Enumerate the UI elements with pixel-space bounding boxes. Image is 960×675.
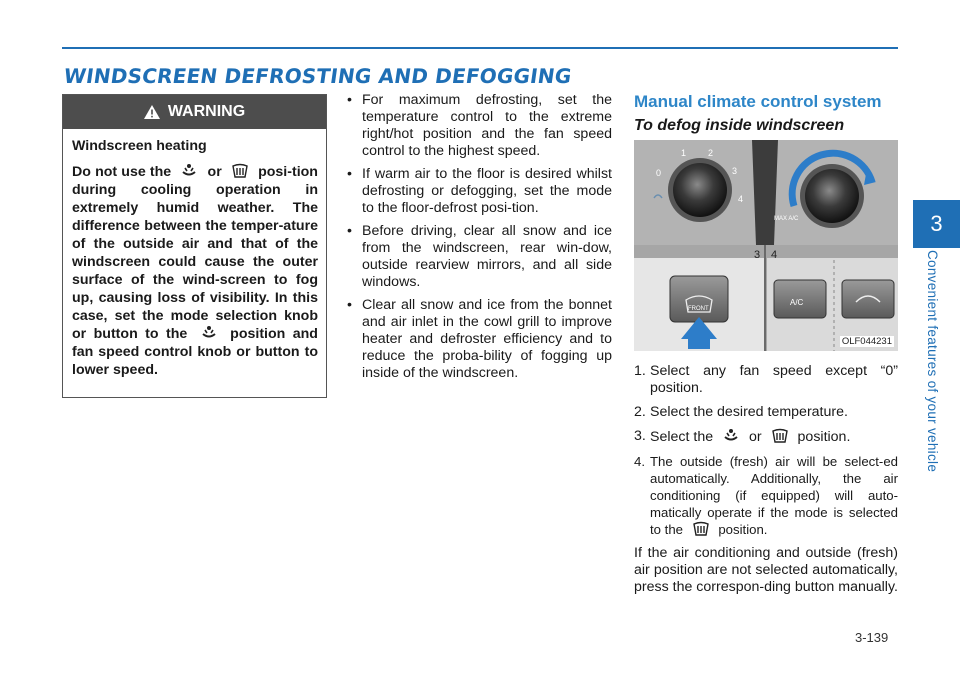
chapter-tab xyxy=(913,200,960,248)
floor-defrost-mode-icon xyxy=(199,325,219,341)
fan-tick-label: 4 xyxy=(738,194,744,204)
warning-box xyxy=(62,94,327,398)
list-item xyxy=(634,404,898,421)
fan-speed-knob[interactable] xyxy=(673,163,727,217)
defrost-mode-icon xyxy=(230,163,250,179)
warning-text-part: Do not use the xyxy=(72,164,172,180)
manual-climate-heading: Manual climate control system xyxy=(634,92,882,111)
warning-text-part: or xyxy=(207,164,222,180)
list-item: • If warm air to the floor is desired whilst defrosting or defogging, set the mode to the floor-defrost posi-tion. xyxy=(344,166,612,217)
floor-defrost-mode-icon xyxy=(179,163,199,179)
max-ac-label: MAX A/C xyxy=(774,216,799,222)
climate-control-figure xyxy=(634,140,898,351)
ac-label: A/C xyxy=(790,298,804,307)
figure-caption: OLF044231 xyxy=(841,336,892,347)
list-item xyxy=(634,428,898,446)
step-number: 1. xyxy=(634,363,646,379)
step-text: position. xyxy=(718,522,768,537)
defog-heading: To defog inside windscreen xyxy=(634,117,845,134)
warning-body xyxy=(63,129,326,379)
page-number: 3-139 xyxy=(855,630,889,645)
step-number: 2. xyxy=(634,404,646,420)
step-number: 3. xyxy=(634,428,646,444)
callout-label: 4 xyxy=(771,249,778,261)
chapter-number: 3 xyxy=(930,211,943,236)
defrost-mode-icon xyxy=(691,521,711,537)
list-item: • For maximum defrosting, set the temperature control to the extreme right/hot position and the fan speed control to the highest speed. xyxy=(344,92,612,160)
list-item xyxy=(634,363,898,397)
tips-list xyxy=(344,92,612,382)
front-defrost-button[interactable] xyxy=(670,276,728,322)
list-item xyxy=(634,453,898,538)
closing-paragraph: If the air conditioning and outside (fresh) air position are not selected automatically, press the correspon-ding button manually. xyxy=(634,545,898,595)
defrost-mode-icon xyxy=(770,428,790,444)
step-text: Select any fan speed except “0” position. xyxy=(650,363,898,396)
warning-header xyxy=(63,95,326,129)
warning-subtitle: Windscreen heating xyxy=(72,138,207,154)
header-rule xyxy=(62,47,898,49)
fan-tick-label: 3 xyxy=(732,166,738,176)
warning-triangle-icon xyxy=(144,105,160,119)
fan-tick-label: 2 xyxy=(708,148,714,158)
warning-text-part: posi-tion during cooling operation in extremely humid weather. The difference between the temper-ature of the outside air and that of the windscreen could cause the outer surface of the wind-screen to fog up, causing loss of visibility. In this case, set the mode selection knob or button to the xyxy=(72,164,318,342)
temperature-knob[interactable] xyxy=(805,169,859,223)
fan-tick-label: 1 xyxy=(681,148,687,158)
step-text: or xyxy=(749,429,762,445)
step-text: position. xyxy=(797,429,851,445)
section-title: WINDSCREEN DEFROSTING AND DEFOGGING xyxy=(62,64,574,88)
chapter-title: Convenient features of your vehicle xyxy=(925,250,940,473)
tips-column xyxy=(344,92,612,388)
list-item: • Clear all snow and ice from the bonnet and air inlet in the cowl grill to improve heater and defroster efficiency and to reduce the proba-bility of fogging up inside of the windscreen. xyxy=(344,297,612,382)
step-text: Select the desired temperature. xyxy=(650,404,848,420)
warning-text-part: position and fan speed control knob or button to lower speed. xyxy=(72,326,318,378)
chapter-side-label xyxy=(924,250,946,500)
defog-steps xyxy=(634,363,898,596)
list-item: • Before driving, clear all snow and ice from the windscreen, rear win-dow, outside rearview mirrors, and all side windows. xyxy=(344,223,612,291)
warning-text xyxy=(72,163,318,379)
callout-label: 3 xyxy=(754,249,761,261)
step-text: The outside (fresh) air will be select-ed automatically. Additionally, the air conditioning (if equipped) will auto-matically operate if the mode is selected to the xyxy=(650,454,898,537)
climate-control-illustration xyxy=(634,140,898,351)
front-label: FRONT xyxy=(688,306,709,312)
fan-tick-label: 0 xyxy=(656,168,662,178)
steps-list xyxy=(634,363,898,538)
floor-defrost-mode-icon xyxy=(721,428,741,444)
step-text: Select the xyxy=(650,429,714,445)
step-number: 4. xyxy=(634,454,645,469)
warning-label: WARNING xyxy=(167,103,246,120)
air-intake-button[interactable] xyxy=(842,280,894,318)
